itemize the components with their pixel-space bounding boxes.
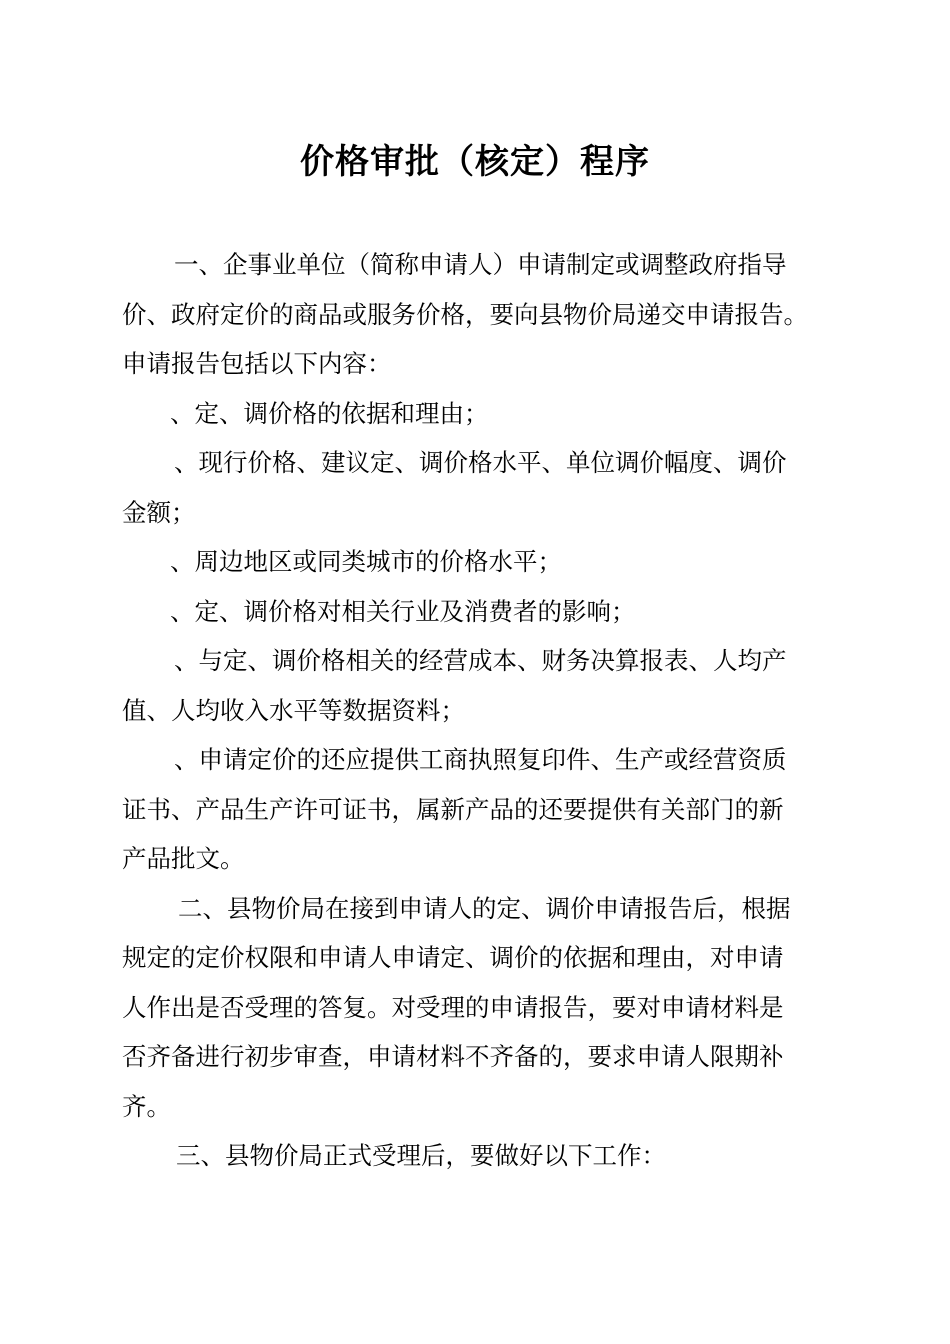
- paragraph-line: 二、县物价局在接到申请人的定、调价申请报告后，根据: [178, 893, 791, 923]
- paragraph-line: 申请报告包括以下内容：: [122, 349, 392, 378]
- paragraph-line: 否齐备进行初步审查，申请材料不齐备的，要求申请人限期补: [122, 1042, 784, 1071]
- paragraph-line: 规定的定价权限和申请人申请定、调价的依据和理由，对申请: [122, 943, 784, 972]
- paragraph-line: 齐。: [122, 1091, 171, 1121]
- list-item-line: 值、人均收入水平等数据资料；: [122, 695, 465, 725]
- list-item-line: 、周边地区或同类城市的价格水平；: [170, 547, 562, 576]
- list-item-line: 、与定、调价格相关的经营成本、财务决算报表、人均产: [174, 646, 787, 675]
- paragraph-line: 人作出是否受理的答复。对受理的申请报告，要对申请材料是: [122, 992, 784, 1022]
- document-body: [122, 240, 834, 1181]
- paragraph-line: 一、企事业单位（简称申请人）申请制定或调整政府指导: [174, 250, 787, 279]
- paragraph-line: 三、县物价局正式受理后，要做好以下工作：: [176, 1141, 666, 1170]
- list-item-line: 、定、调价格对相关行业及消费者的影响；: [170, 596, 636, 626]
- list-item-line: 、申请定价的还应提供工商执照复印件、生产或经营资质: [174, 745, 787, 774]
- list-item-line: 、现行价格、建议定、调价格水平、单位调价幅度、调价: [174, 448, 787, 477]
- list-item-line: 、定、调价格的依据和理由；: [170, 398, 489, 428]
- list-item-line: 证书、产品生产许可证书，属新产品的还要提供有关部门的新: [122, 794, 784, 824]
- paragraph-line: 价、政府定价的商品或服务价格，要向县物价局递交申请报告。: [122, 299, 808, 329]
- document-title: 价格审批（核定）程序: [300, 142, 650, 182]
- list-item-line: 金额；: [122, 497, 196, 527]
- list-item-line: 产品批文。: [122, 844, 245, 873]
